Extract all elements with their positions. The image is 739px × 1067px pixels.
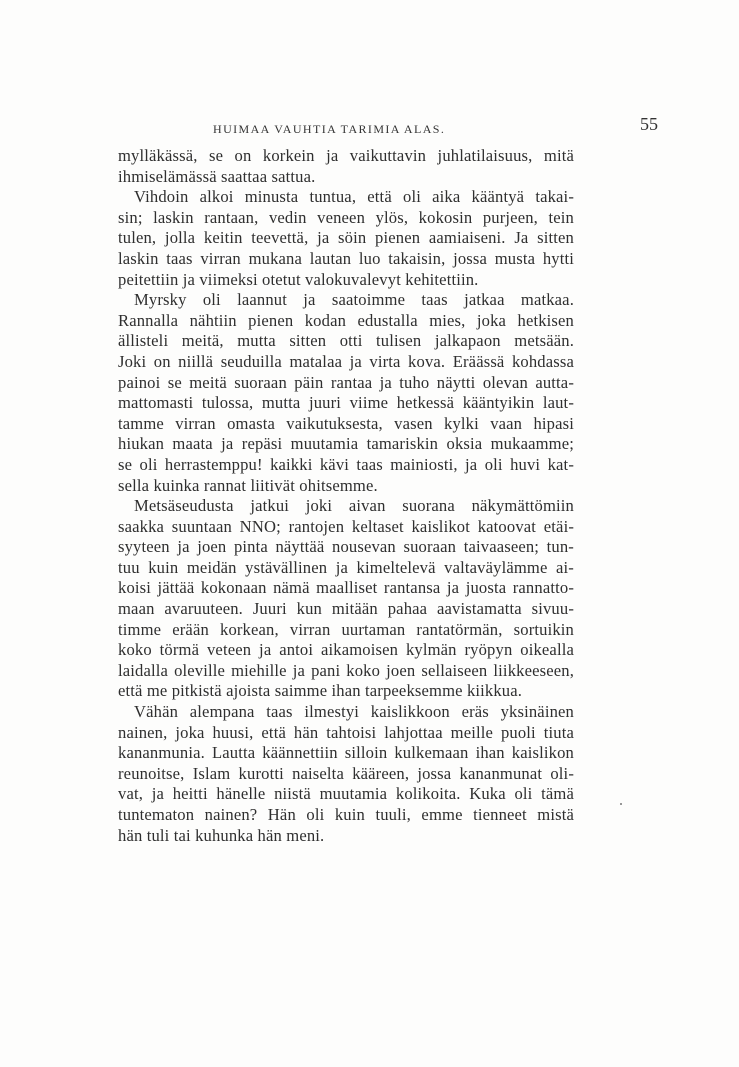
text-line: sella kuinka rannat liitivät ohitsemme.: [118, 475, 378, 495]
text-line: Rannalla nähtiin pienen kodan edustalla mies, joka hetkisen: [118, 310, 574, 330]
text-line: Myrsky oli laannut ja saatoimme taas jatkaa matkaa.: [134, 290, 574, 310]
text-line: tulen, jolla keitin teevettä, ja söin pienen aamiaiseni. Ja sitten: [118, 228, 574, 248]
text-line: Vähän alempana taas ilmestyi kaislikkoon eräs yksinäinen: [134, 702, 574, 722]
text-line: tuntematon nainen? Hän oli kuin tuuli, emme tienneet mistä: [118, 805, 574, 824]
text-line: timme erään korkean, virran uurtaman rantatörmän, sortuikin: [118, 619, 574, 639]
text-line: mattomasti tulossa, mutta juuri viime hetkessä kääntyikin laut-: [118, 393, 574, 413]
text-line: hän tuli tai kuhunka hän meni.: [118, 825, 325, 845]
text-line: saakka suuntaan NNO; rantojen keltaset kaislikot katoovat etäi-: [118, 516, 574, 536]
text-line: tuu kuin meidän ystävällinen ja kimeltelevä valtaväylämme ai-: [118, 557, 574, 577]
text-line: syyteen ja joen pinta näyttää nousevan suoraan taivaaseen; tun-: [118, 537, 574, 557]
text-line: Joki on niillä seuduilla matalaa ja virta kova. Eräässä kohdassa: [118, 351, 574, 371]
text-line: Metsäseudusta jatkui joki aivan suorana näkymättömiin: [134, 496, 574, 516]
text-line: koko törmä veteen ja antoi aikamoisen kylmän ryöpyn oikealla: [118, 640, 574, 660]
text-line: nainen, joka huusi, että hän tahtoisi lahjottaa meille puoli tiuta: [118, 722, 574, 742]
text-line: reunoitse, Islam kurotti naiselta kääreen, jossa kananmunat oli-: [118, 763, 574, 783]
text-line: peitettiin ja viimeksi otetut valokuvalevyt kehitettiin.: [118, 269, 479, 289]
text-line: laskin taas virran mukana lautan luo takaisin, jossa musta hytti: [118, 248, 574, 268]
text-line: ihmiselämässä saattaa sattua.: [118, 166, 316, 186]
text-line: ällisteli meitä, mutta sitten otti tulisen jalkapaon metsään.: [118, 331, 574, 351]
text-line: se oli herrastemppu! kaikki kävi taas mainiosti, ja oli huvi kat-: [118, 454, 574, 474]
text-line: mylläkässä, se on korkein ja vaikuttavin juhlatilaisuus, mitä: [118, 146, 574, 165]
text-line: maan avaruuteen. Juuri kun mitään pahaa aavistamatta sivuu-: [118, 599, 574, 619]
print-speck: [620, 803, 622, 805]
text-line: että me pitkistä ajoista saimme ihan tarpeeksemme kiikkua.: [118, 681, 523, 701]
text-line: vat, ja heitti hänelle niistä muutamia kolikoita. Kuka oli tämä: [118, 784, 574, 804]
text-line: kananmunia. Lautta käännettiin silloin kulkemaan ihan kaislikon: [118, 743, 574, 763]
text-line: laidalla oleville miehille ja pani koko joen sellaiseen liikkeeseen,: [118, 660, 574, 680]
page-number: 55: [640, 114, 658, 134]
body-text: [118, 146, 574, 846]
running-head: HUIMAA VAUHTIA TARIMIA ALAS.: [213, 122, 446, 136]
text-line: painoi se meitä suoraan päin rantaa ja tuho näytti olevan autta-: [118, 372, 574, 392]
text-line: Vihdoin alkoi minusta tuntua, että oli aika kääntyä takai-: [134, 187, 574, 207]
text-line: sin; laskin rantaan, vedin veneen ylös, kokosin purjeen, tein: [118, 207, 574, 227]
text-line: koisi jättää kokonaan nämä maalliset rantansa ja juosta rannatto-: [118, 578, 574, 598]
text-line: hiukan maata ja repäsi muutamia tamariskin oksia mukaamme;: [118, 434, 574, 454]
text-line: tamme virran omasta vaikutuksesta, vasen kylki vaan hipasi: [118, 413, 574, 433]
